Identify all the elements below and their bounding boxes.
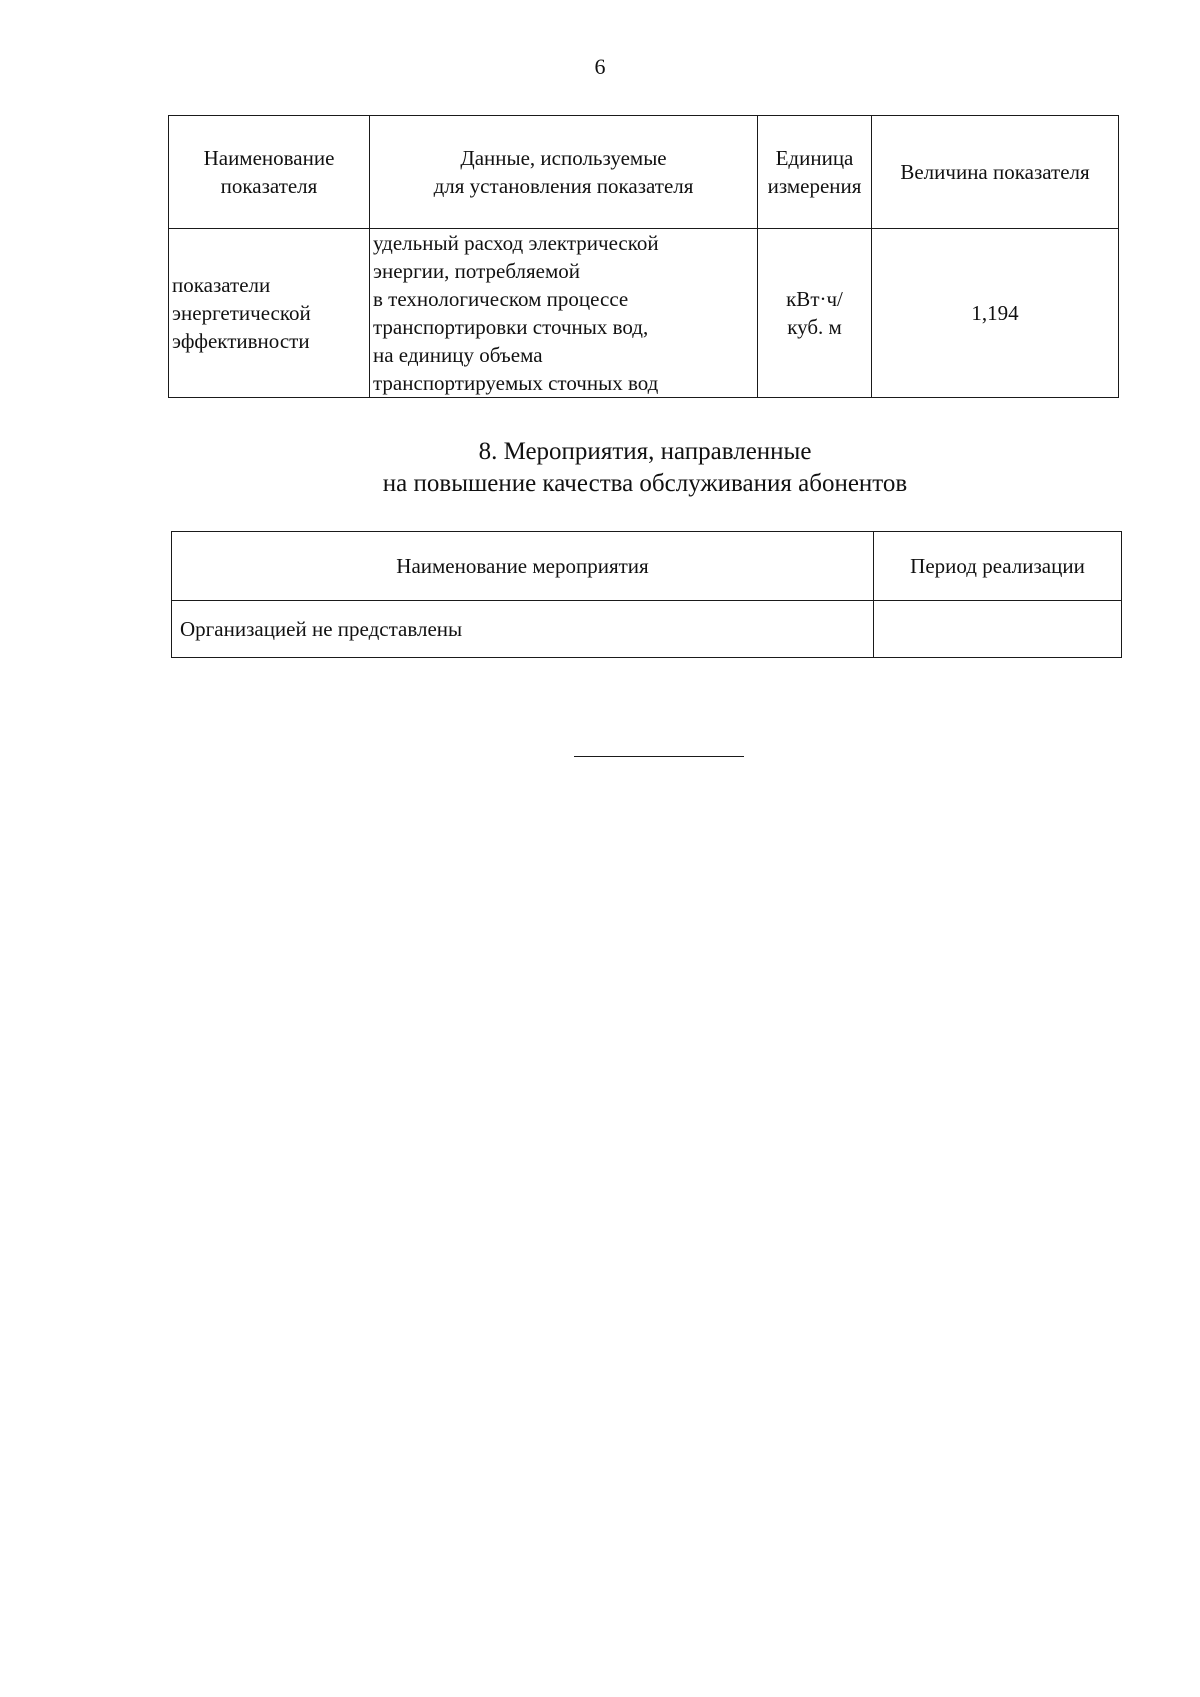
indicators-header-row [169,116,1119,229]
header-indicator-data: Данные, используемые для установления показателя [370,116,758,229]
measure-name-cell: Организацией не представлены [172,601,874,658]
header-indicator-unit: Единица измерения [758,116,872,229]
header-measure-name: Наименование мероприятия [172,532,874,601]
measures-header-row [172,532,1122,601]
table-row [169,229,1119,398]
section-heading-line-2: на повышение качества обслуживания абонентов [382,470,908,497]
measures-table [171,531,1122,658]
header-indicator-name: Наименование показателя [169,116,370,229]
indicators-table [168,115,1119,398]
table-row [172,601,1122,658]
header-measure-period: Период реализации [874,532,1122,601]
indicator-unit-cell: кВт·ч/ куб. м [758,229,872,398]
indicator-data-cell: удельный расход электрической энергии, потребляемой в технологическом процессе транспортировки сточных вод, на единицу объема транспортируемых сточных вод [370,229,758,398]
header-indicator-value: Величина показателя [872,116,1119,229]
indicator-value-cell: 1,194 [872,229,1119,398]
page-number: 6 [594,54,606,79]
section-heading-line-1: 8. Мероприятия, направленные [478,438,812,465]
indicator-name-cell: показатели энергетической эффективности [169,229,370,398]
closing-rule [574,756,744,757]
section-heading [0,436,1200,500]
measure-period-cell [874,601,1122,658]
